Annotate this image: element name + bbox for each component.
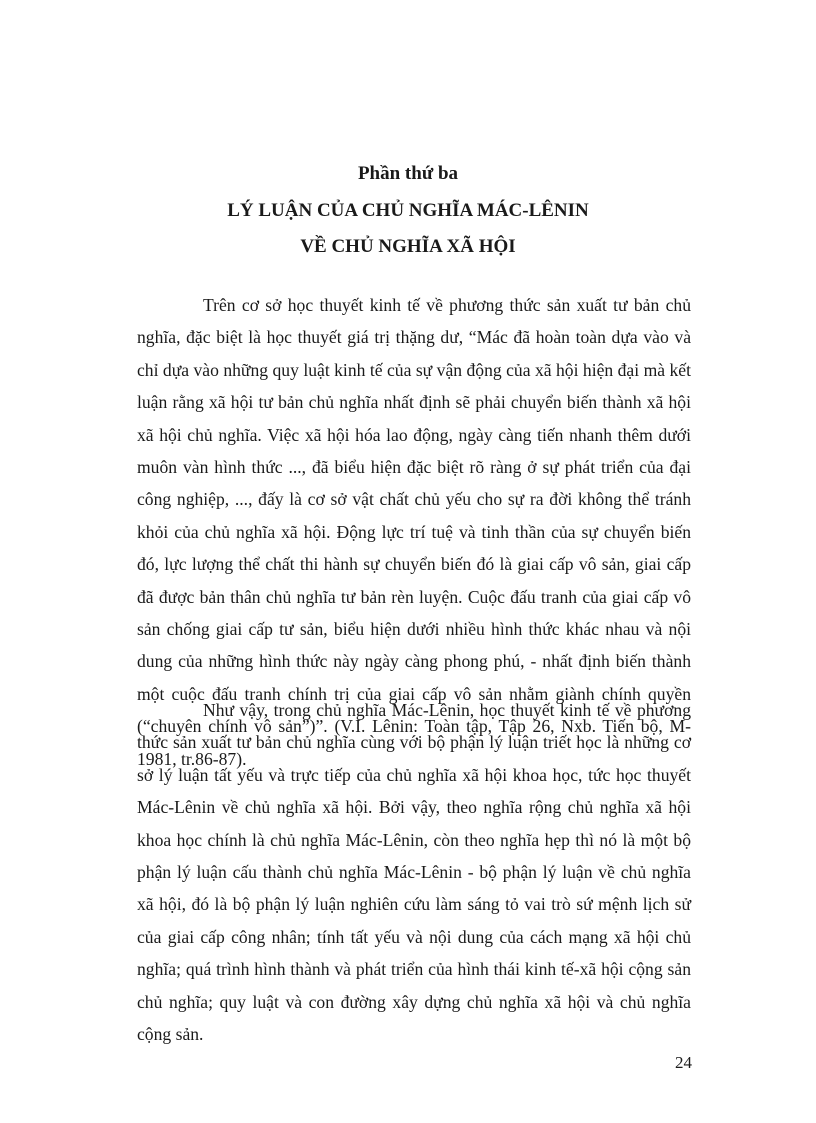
section-title-line-2: VỀ CHỦ NGHĨA XÃ HỘI: [300, 236, 516, 257]
body-paragraph-1: Trên cơ sở học thuyết kinh tế về phương thức sản xuất tư bản chủ nghĩa, đặc biệt là học thuyết giá trị thặng dư, “Mác đã hoàn toàn dựa vào và chỉ dựa vào những quy luật kinh tế của sự vận động của xã hội hiện đại mà kết luận rằng xã hội tư bản chủ nghĩa nhất định sẽ phải chuyển biến thành xã hội xã hội chủ nghĩa. Việc xã hội hóa lao động, ngày càng tiến nhanh thêm dưới muôn vàn hình thức ..., đã biểu hiện đặc biệt rõ ràng ở sự phát triển của đại công nghiệp, ..., đấy là cơ sở vật chất chủ yếu cho sự ra đời không thể tránh khỏi của chủ nghĩa xã hội. Động lực trí tuệ và tinh thần của sự chuyển biến đó, lực lượng thể chất thi hành sự chuyển biến đó là giai cấp vô sản, giai cấp đã được bản thân chủ nghĩa tư bản rèn luyện. Cuộc đấu tranh của giai cấp vô sản chống giai cấp tư sản, biểu hiện dưới nhiều hình thức khác nhau và nội dung của những hình thức này ngày càng phong phú, - nhất định biến thành một cuộc đấu tranh chính trị của giai cấp vô sản nhằm giành chính quyền (“chuyên chính vô sản”)”. (V.I. Lênin: Toàn tập, Tập 26, Nxb. Tiến bộ, M-1981, tr.86-87).: [137, 295, 691, 769]
body-paragraph-2: Như vậy, trong chủ nghĩa Mác-Lênin, học thuyết kinh tế về phương thức sản xuất tư bản chủ nghĩa cùng với bộ phận lý luận triết học là những cơ sở lý luận tất yếu và trực tiếp của chủ nghĩa xã hội khoa học, tức học thuyết Mác-Lênin về chủ nghĩa xã hội. Bởi vậy, theo nghĩa rộng chủ nghĩa xã hội khoa học chính là chủ nghĩa Mác-Lênin, còn theo nghĩa hẹp thì nó là một bộ phận lý luận cấu thành chủ nghĩa Mác-Lênin - bộ phận lý luận về chủ nghĩa xã hội, đó là bộ phận lý luận nghiên cứu làm sáng tỏ vai trò sứ mệnh lịch sử của giai cấp công nhân; tính tất yếu và nội dung của cách mạng xã hội chủ nghĩa; quá trình hình thành và phát triển của hình thái kinh tế-xã hội cộng sản chủ nghĩa; quy luật và con đường xây dựng chủ nghĩa xã hội và chủ nghĩa cộng sản.: [137, 700, 691, 1045]
part-label: Phần thứ ba: [357, 163, 459, 184]
section-title-line-1: LÝ LUẬN CỦA CHỦ NGHĨA MÁC-LÊNIN: [227, 200, 589, 221]
page-number: 24: [675, 1053, 692, 1072]
